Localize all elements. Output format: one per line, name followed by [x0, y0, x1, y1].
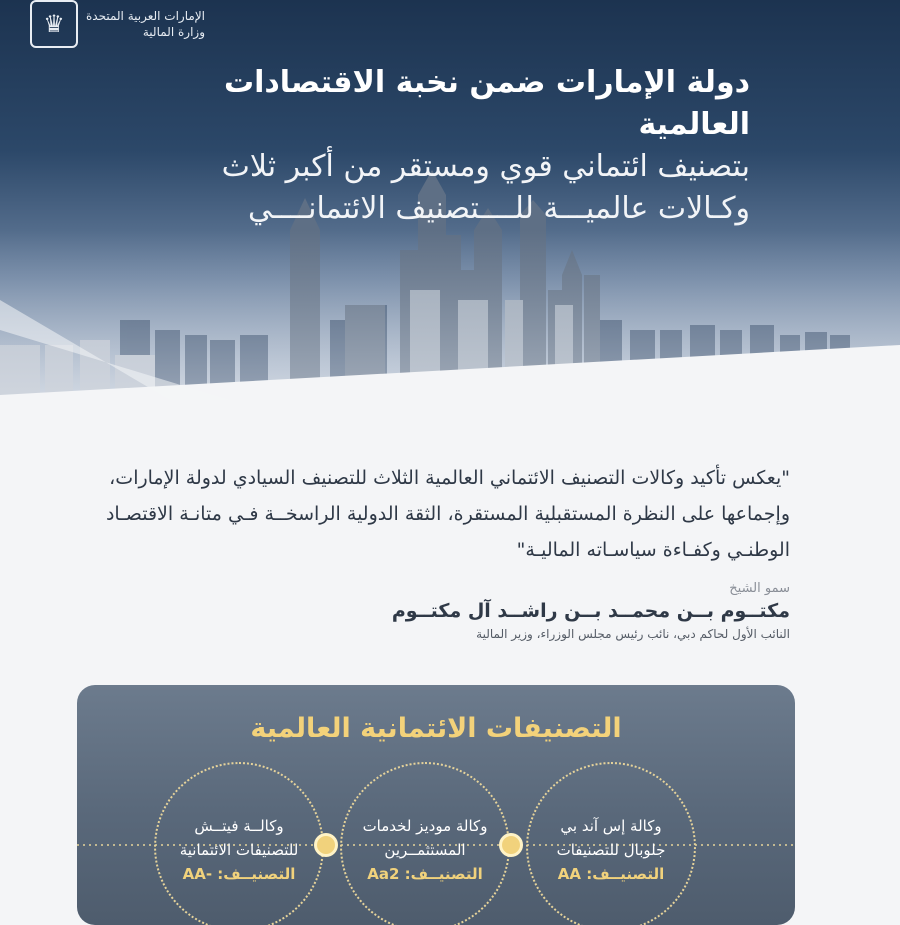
rating-card-fitch [154, 762, 324, 925]
agency-name-line-2: المستثمــرين [384, 841, 466, 859]
agency-name-line-1: وكالة إس آند بي [560, 817, 662, 835]
agency-name-line-1: وكالة موديز لخدمات [362, 817, 488, 835]
falcon-emblem-icon: ♛ [30, 0, 78, 48]
agency-name-line-2: جلوبال للتصنيفات [556, 841, 666, 859]
rating-value: التصنيــف: -AA [182, 865, 296, 883]
person-name: مكتــوم بــن محمــد بــن راشــد آل مكتــوم [391, 600, 790, 622]
connector-dot-icon [499, 833, 523, 857]
quote-paragraph: "يعكس تأكيد وكالات التصنيف الائتماني العالمية الثلاث للتصنيف السيادي لدولة الإمارات، وإجماعها على النظرة المستقبلية المستقرة، الثقة الدولية الراسخــة فـي متانـة الاقتصـاد الوطنـي وكفـاءة سياسـاته الماليـة" [105, 467, 790, 561]
rating-value: التصنيــف: AA [557, 865, 665, 883]
rating-card-moodys [340, 762, 510, 925]
rating-value: التصنيــف: Aa2 [367, 865, 483, 883]
headline-line-1: دولة الإمارات ضمن نخبة الاقتصادات العالمية [223, 65, 750, 142]
agency-name-line-1: وكالــة فيتــش [194, 817, 284, 835]
ratings-title: التصنيفات الائتمانية العالمية [250, 713, 622, 744]
quote-attribution [392, 580, 790, 644]
headline [130, 62, 750, 230]
headline-line-2: بتصنيف ائتماني قوي ومستقر من أكبر ثلاث [221, 149, 750, 184]
connector-dot-icon [314, 833, 338, 857]
agency-name-line-2: للتصنيفات الائتمانية [179, 841, 299, 859]
honorific: سمو الشيخ [729, 581, 790, 596]
rating-card-sp [526, 762, 696, 925]
hero-banner [0, 0, 900, 430]
headline-line-3: وكـالات عالميـــة للــــتصنيف الائتمانــــي [248, 191, 750, 226]
ministry-name [86, 8, 205, 40]
ministry-logo [30, 0, 205, 48]
ministry-title: وزارة المالية [142, 25, 205, 39]
country-name: الإمارات العربية المتحدة [86, 9, 205, 23]
person-position: النائب الأول لحاكم دبي، نائب رئيس مجلس الوزراء، وزير المالية [476, 627, 790, 641]
ratings-panel [77, 685, 795, 925]
